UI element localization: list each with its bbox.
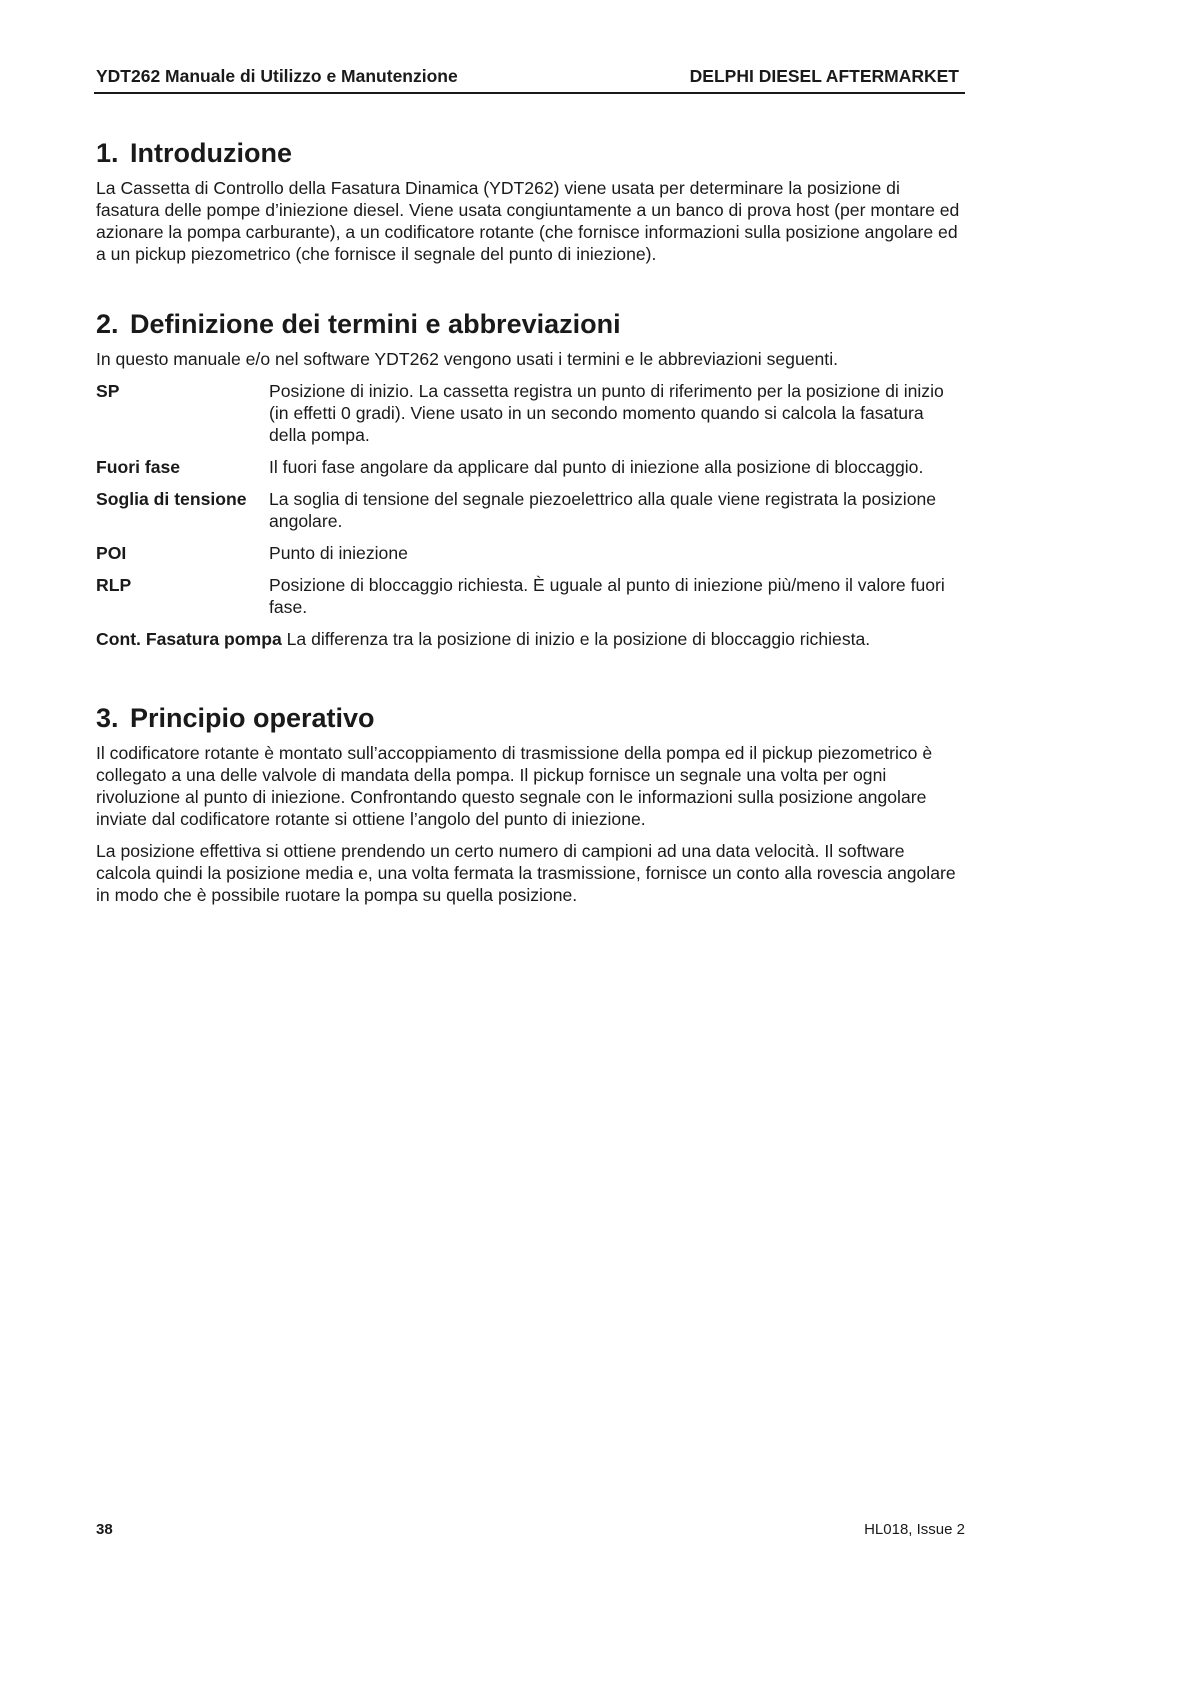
section-number: 3. bbox=[96, 703, 119, 733]
term-definition: Posizione di bloccaggio richiesta. È uguale al punto di iniezione più/meno il valore fuori fase. bbox=[269, 575, 945, 617]
term-definition: Punto di iniezione bbox=[269, 543, 408, 563]
term-name: RLP bbox=[96, 575, 132, 595]
term-definition: La soglia di tensione del segnale piezoelettrico alla quale viene registrata la posizione angolare. bbox=[269, 489, 937, 531]
document-id: HL018, Issue 2 bbox=[864, 1521, 965, 1538]
term-row bbox=[96, 574, 962, 618]
section-title: Principio operativo bbox=[130, 703, 375, 733]
term-definition: Il fuori fase angolare da applicare dal punto di iniezione alla posizione di bloccaggio. bbox=[269, 457, 924, 477]
term-name: POI bbox=[96, 543, 127, 563]
term-row bbox=[96, 488, 962, 532]
page-number: 38 bbox=[96, 1521, 113, 1538]
paragraph: Il codificatore rotante è montato sull’accoppiamento di trasmissione della pompa ed il pickup piezometrico è collegato a una delle valvole di mandata della pompa. Il pickup fornisce un segnale una volta per ogni rivoluzione al punto di iniezione. Confrontando questo segnale con le informazioni sulla posizione angolare inviate dal codificatore rotante si ottiene l’angolo del punto di iniezione. bbox=[96, 743, 933, 829]
header-document-title: YDT262 Manuale di Utilizzo e Manutenzione bbox=[96, 66, 458, 86]
page-header bbox=[94, 64, 965, 94]
header-company: DELPHI DIESEL AFTERMARKET bbox=[689, 66, 959, 86]
section-definizioni bbox=[96, 308, 962, 650]
section-principio-operativo bbox=[96, 702, 962, 906]
section-heading bbox=[96, 308, 962, 340]
term-name: Cont. Fasatura pompa bbox=[96, 629, 282, 649]
section-title: Introduzione bbox=[130, 138, 292, 168]
section-heading bbox=[96, 702, 962, 734]
term-definition: Posizione di inizio. La cassetta registra un punto di riferimento per la posizione di inizio (in effetti 0 gradi). Viene usato in un secondo momento quando si calcola la fasatura della pompa. bbox=[269, 381, 944, 445]
terms-list bbox=[96, 380, 962, 650]
term-name: Soglia di tensione bbox=[96, 489, 247, 509]
page-content bbox=[96, 137, 962, 916]
term-row bbox=[96, 380, 962, 446]
term-definition: La differenza tra la posizione di inizio e la posizione di bloccaggio richiesta. bbox=[286, 629, 871, 649]
section-introduzione bbox=[96, 137, 962, 265]
paragraph: In questo manuale e/o nel software YDT262 vengono usati i termini e le abbreviazioni seguenti. bbox=[96, 349, 838, 369]
section-title: Definizione dei termini e abbreviazioni bbox=[130, 309, 621, 339]
term-row bbox=[96, 542, 962, 564]
section-number: 2. bbox=[96, 309, 119, 339]
term-row bbox=[96, 456, 962, 478]
term-row-inline bbox=[96, 628, 962, 650]
term-name: Fuori fase bbox=[96, 457, 181, 477]
section-number: 1. bbox=[96, 138, 119, 168]
paragraph: La Cassetta di Controllo della Fasatura Dinamica (YDT262) viene usata per determinare la posizione di fasatura delle pompe d’iniezione diesel. Viene usata congiuntamente a un banco di prova host (per montare ed azionare la pompa carburante), a un codificatore rotante (che fornisce informazioni sulla posizione angolare ed a un pickup piezometrico (che fornisce il segnale del punto di iniezione). bbox=[96, 178, 960, 264]
term-name: SP bbox=[96, 381, 120, 401]
paragraph: La posizione effettiva si ottiene prendendo un certo numero di campioni ad una data velocità. Il software calcola quindi la posizione media e, una volta fermata la trasmissione, fornisce un conto alla rovescia angolare in modo che è possibile ruotare la pompa su quella posizione. bbox=[96, 841, 956, 905]
section-heading bbox=[96, 137, 962, 169]
